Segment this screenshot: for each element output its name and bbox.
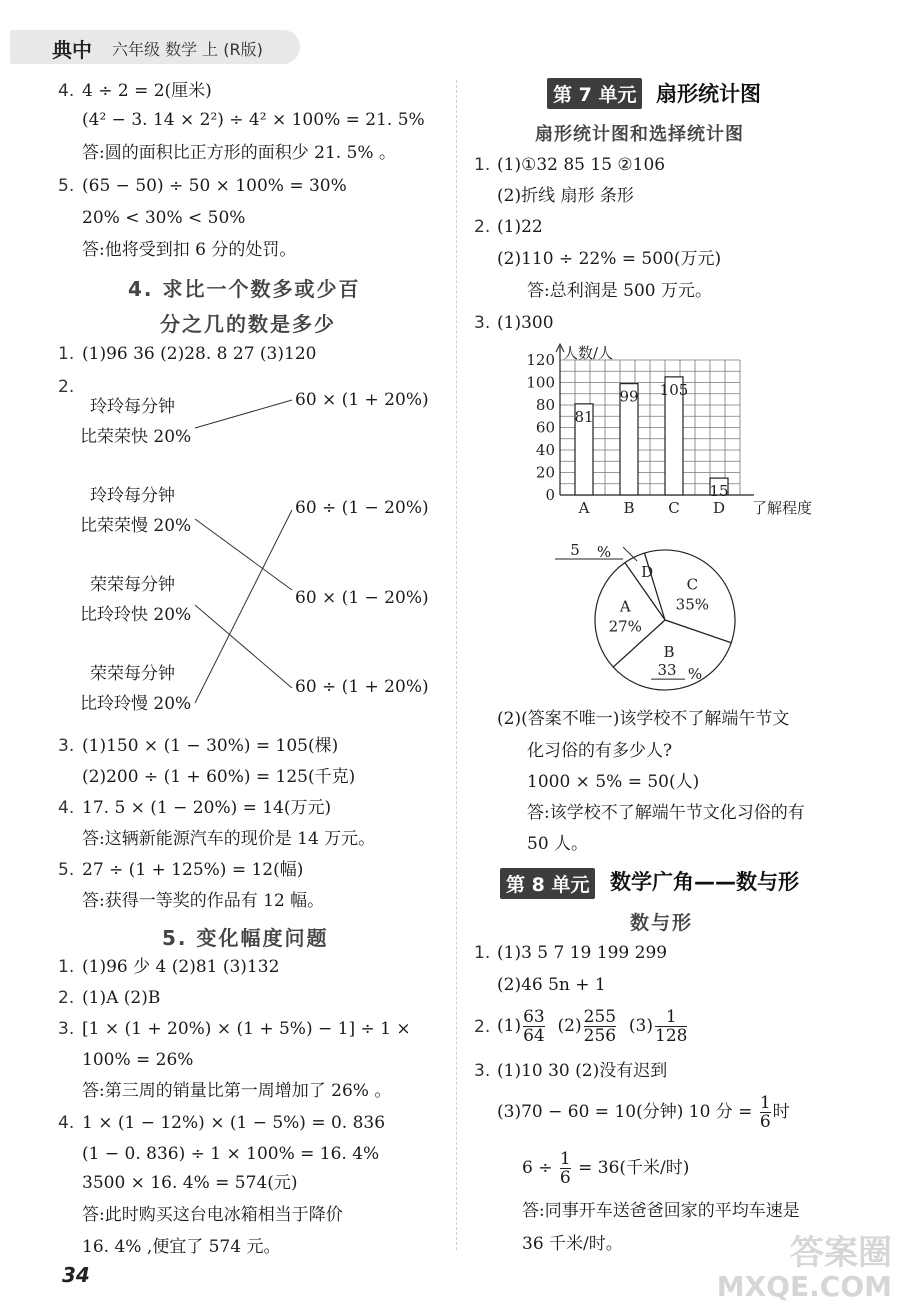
- pie-value-label: 5: [570, 541, 580, 559]
- match-line: [195, 400, 292, 428]
- book-logo: 典中: [52, 38, 92, 62]
- x-tick-label: A: [578, 499, 590, 517]
- section-title: 4. 求比一个数多或少百: [128, 277, 361, 301]
- answer-line: 1 × (1 − 12%) × (1 − 5%) = 0. 836: [82, 1113, 386, 1133]
- match-line: [195, 519, 292, 590]
- question-number: 2.: [474, 217, 491, 237]
- match-left-item: 荣荣每分钟: [90, 575, 175, 595]
- answer-line: (1)150 × (1 − 30%) = 105(棵): [82, 736, 339, 756]
- match-left-item: 比玲玲慢 20%: [80, 694, 192, 714]
- expression: 6 ÷: [522, 1158, 558, 1178]
- numerator: 63: [523, 1007, 545, 1027]
- answer-statement: 答:圆的面积比正方形的面积少 21. 5% 。: [82, 143, 396, 163]
- expression: (3)70 − 60 = 10(分钟) 10 分 =: [497, 1102, 758, 1122]
- answer-statement: 答:获得一等奖的作品有 12 幅。: [82, 891, 325, 911]
- denominator: 128: [655, 1026, 688, 1046]
- y-tick-label: 60: [535, 418, 555, 437]
- fraction-answers: [497, 1006, 689, 1046]
- answer-statement: 答:此时购买这台电冰箱相当于降价: [82, 1205, 343, 1225]
- x-tick-label: D: [712, 499, 726, 517]
- bar-value-label: 15: [709, 482, 729, 501]
- match-left-item: 比荣荣快 20%: [80, 427, 192, 447]
- x-axis-label: 了解程度: [752, 499, 813, 517]
- question-number: 4.: [58, 798, 75, 818]
- y-tick-label: 20: [535, 463, 555, 482]
- answer-line: 1000 × 5% = 50(人): [527, 772, 700, 792]
- y-tick-label: 40: [535, 441, 555, 459]
- pie-value-label: 35%: [675, 595, 710, 614]
- question-number: 5.: [58, 860, 75, 880]
- x-tick-label: C: [668, 499, 680, 517]
- question-number: 2.: [58, 377, 75, 397]
- numerator: 255: [583, 1007, 617, 1027]
- pie-value-label: 27%: [608, 617, 642, 636]
- question-number: 3.: [474, 313, 491, 333]
- denominator: 256: [583, 1026, 617, 1046]
- answer-line: (1)①32 85 15 ②106: [497, 155, 666, 175]
- fraction: [584, 1008, 616, 1045]
- answer-line: 4 ÷ 2 = 2(厘米): [82, 81, 212, 101]
- answer-line: (2)46 5n + 1: [497, 975, 606, 995]
- section-title: 分之几的数是多少: [160, 312, 336, 336]
- section-title: 5. 变化幅度问题: [162, 926, 329, 950]
- answer-line: 20% < 30% < 50%: [82, 208, 246, 228]
- answer-line: (1)96 36 (2)28. 8 27 (3)120: [82, 344, 317, 364]
- expression: = 36(千米/时): [572, 1158, 690, 1178]
- answer-line: 100% = 26%: [82, 1050, 194, 1070]
- match-left-item: 玲玲每分钟: [90, 486, 175, 506]
- section-title: 数与形: [630, 912, 694, 934]
- percent-sign: %: [596, 543, 612, 561]
- fraction: [655, 1008, 687, 1045]
- watermark: [716, 1233, 892, 1304]
- unit-title: 数学广角——数与形: [610, 870, 799, 894]
- match-left-item: 荣荣每分钟: [90, 664, 175, 684]
- answer-statement: 36 千米/时。: [522, 1234, 623, 1254]
- unit-label: 第 7 单元: [547, 78, 642, 109]
- answer-line: (1)10 30 (2)没有迟到: [497, 1061, 668, 1081]
- question-number: 4.: [58, 81, 75, 101]
- x-tick-label: B: [623, 499, 635, 517]
- answer-line: (1)22: [497, 217, 543, 237]
- answer-statement: 50 人。: [527, 834, 589, 854]
- answer-statement: 答:总利润是 500 万元。: [527, 281, 712, 301]
- match-right-item: 60 × (1 + 20%): [295, 390, 429, 410]
- answer-line: (1)A (2)B: [82, 988, 161, 1008]
- part-label: (2): [557, 1016, 582, 1036]
- part-label: (1): [497, 1016, 522, 1036]
- y-axis-label: 人数/人: [563, 344, 614, 362]
- question-number: 1.: [58, 957, 75, 977]
- matching-lines: [0, 0, 460, 760]
- section-title: 扇形统计图和选择统计图: [535, 124, 744, 145]
- watermark-text: MXQE.COM: [716, 1270, 892, 1303]
- y-tick-label: 100: [526, 373, 555, 392]
- question-number: 3.: [58, 736, 75, 756]
- question-number: 3.: [474, 1061, 491, 1081]
- match-left-item: 比玲玲快 20%: [80, 605, 192, 625]
- match-line: [195, 510, 292, 703]
- unit-text: 时: [772, 1102, 790, 1122]
- answer-line: (2)200 ÷ (1 + 60%) = 125(千克): [82, 767, 356, 787]
- answer-line: (1)300: [497, 313, 554, 333]
- pie-label: D: [641, 563, 654, 582]
- bar-value-label: 81: [574, 407, 594, 426]
- answer-line: [497, 1092, 790, 1132]
- y-tick-label: 120: [526, 351, 555, 369]
- answer-line: (2)折线 扇形 条形: [497, 186, 634, 206]
- bar-chart: [520, 340, 840, 525]
- question-number: 2.: [58, 988, 75, 1008]
- question-number: 5.: [58, 176, 75, 196]
- answer-line: (1)96 少 4 (2)81 (3)132: [82, 957, 280, 977]
- answer-statement: 答:同事开车送爸爸回家的平均车速是: [522, 1201, 800, 1221]
- numerator: 1: [655, 1008, 687, 1027]
- unit-label: 第 8 单元: [500, 868, 595, 899]
- match-left-item: 玲玲每分钟: [90, 397, 175, 417]
- answer-line: (2)(答案不唯一)该学校不了解端午节文: [497, 709, 790, 729]
- answer-statement: 答:该学校不了解端午节文化习俗的有: [527, 803, 805, 823]
- pie-label: C: [686, 575, 699, 594]
- answer-line: 17. 5 × (1 − 20%) = 14(万元): [82, 798, 332, 818]
- numerator: 1: [559, 1149, 571, 1169]
- pie-value-label: 33: [657, 661, 677, 680]
- numerator: 1: [759, 1093, 771, 1113]
- denominator: 6: [759, 1112, 771, 1132]
- bar-value-label: 105: [659, 380, 689, 399]
- page-number: 34: [62, 1263, 90, 1287]
- book-title: 六年级 数学 上 (R版): [112, 40, 263, 59]
- answer-line: [1 × (1 + 20%) × (1 + 5%) − 1] ÷ 1 ×: [82, 1019, 411, 1039]
- answer-line: (1 − 0. 836) ÷ 1 × 100% = 16. 4%: [82, 1144, 380, 1164]
- match-right-item: 60 ÷ (1 + 20%): [295, 677, 429, 697]
- answer-statement: 答:第三周的销量比第一周增加了 26% 。: [82, 1081, 392, 1101]
- question-number: 1.: [474, 943, 491, 963]
- pie-label: B: [663, 643, 675, 662]
- answer-line: [522, 1148, 689, 1188]
- answer-statement: 16. 4% ,便宜了 574 元。: [82, 1237, 281, 1257]
- answer-statement: 答:他将受到扣 6 分的处罚。: [82, 240, 297, 260]
- bar-value-label: 99: [619, 387, 639, 406]
- answer-line: (1)3 5 7 19 199 299: [497, 943, 668, 963]
- answer-line: (65 − 50) ÷ 50 × 100% = 30%: [82, 176, 347, 196]
- pie-label: A: [619, 597, 631, 616]
- answer-line: 3500 × 16. 4% = 574(元): [82, 1173, 298, 1193]
- y-tick-label: 80: [535, 396, 555, 414]
- watermark-text: 答案圈: [790, 1233, 892, 1273]
- question-number: 4.: [58, 1113, 75, 1133]
- match-right-item: 60 ÷ (1 − 20%): [295, 498, 429, 518]
- fraction: [523, 1008, 545, 1045]
- denominator: 64: [523, 1026, 545, 1046]
- y-tick-label: 0: [545, 486, 555, 504]
- percent-sign: %: [687, 665, 703, 684]
- question-number: 3.: [58, 1019, 75, 1039]
- denominator: 6: [559, 1168, 571, 1188]
- fraction: [760, 1094, 771, 1131]
- answer-line: 化习俗的有多少人?: [527, 741, 673, 761]
- answer-statement: 答:这辆新能源汽车的现价是 14 万元。: [82, 829, 376, 849]
- fraction: [560, 1150, 571, 1187]
- answer-line: 27 ÷ (1 + 125%) = 12(幅): [82, 860, 304, 880]
- part-label: (3): [628, 1016, 653, 1036]
- question-number: 1.: [474, 155, 491, 175]
- question-number: 2.: [474, 1017, 491, 1037]
- pie-chart: [540, 535, 740, 705]
- match-line: [195, 605, 292, 688]
- match-right-item: 60 × (1 − 20%): [295, 588, 429, 608]
- unit-title: 扇形统计图: [656, 82, 761, 106]
- answer-line: (4² − 3. 14 × 2²) ÷ 4² × 100% = 21. 5%: [82, 110, 425, 130]
- match-left-item: 比荣荣慢 20%: [80, 516, 192, 536]
- answer-line: (2)110 ÷ 22% = 500(万元): [497, 249, 722, 269]
- question-number: 1.: [58, 344, 75, 364]
